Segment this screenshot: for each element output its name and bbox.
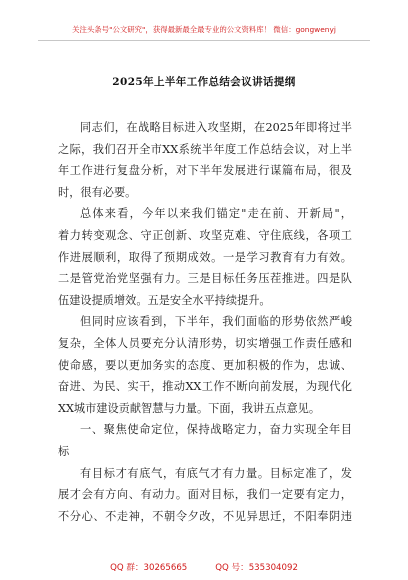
paragraph-line: 总体来看，今年以来我们锚定"走在前、开新局"，	[80, 207, 352, 221]
paragraph-line: 二是管党治党坚强有力。三是目标任务压茬推进。四是队	[58, 272, 352, 286]
document-body	[58, 117, 352, 527]
footer-contact	[0, 561, 408, 573]
paragraph-line: 展才会有方向、有动力。面对目标，我们一定要有定力，	[58, 488, 352, 502]
paragraph-line: 时，很有必要。	[58, 185, 137, 199]
header-banner: 关注头条号"公文研究"，获得最新最全最专业的公文资料库！ 微信：gongwenyj	[72, 25, 336, 34]
paragraph-line: 同志们，在战略目标进入攻坚期，在2025年即将过半	[80, 121, 352, 134]
paragraph-line: 之际，我们召开全市XX系统半年度工作总结会议，对上半	[58, 142, 352, 156]
paragraph-line: 但同时应该看到，下半年，我们面临的形势依然严峻	[80, 315, 352, 329]
paragraph-line: 不分心、不走神，不朝令夕改，不见异思迁，不阳奉阴违	[58, 509, 352, 523]
paragraph-goals	[58, 463, 352, 528]
heading-line: 一、聚焦使命定位，保持战略定力，奋力实现全年目	[80, 423, 352, 437]
paragraph-line: 年工作进行复盘分析，对下半年发展进行谋篇布局，很及	[58, 164, 352, 178]
header-divider	[38, 40, 370, 41]
paragraph-line: 复杂，全体人员要充分认清形势，切实增强工作责任感和	[58, 336, 352, 350]
footer-qq-group: QQ 群：30265665	[110, 563, 188, 573]
paragraph-opening	[58, 117, 352, 203]
section-heading-one	[58, 419, 352, 462]
paragraph-outlook	[58, 311, 352, 419]
paragraph-line: 奋进、为民、实干，推动XX工作不断向前发展，为现代化	[58, 380, 352, 394]
document-title: 2025年上半年工作总结会议讲话提纲	[112, 76, 296, 88]
paragraph-overview	[58, 203, 352, 311]
paragraph-line: 作进展顺利，取得了预期成效。一是学习教育有力有效。	[58, 250, 352, 264]
paragraph-line: 有目标才有底气，有底气才有力量。目标定准了，发	[80, 466, 352, 480]
footer-qq-number: QQ 号：535304092	[215, 563, 298, 573]
paragraph-line: XX城市建设贡献智慧与力量。下面，我讲五点意见。	[58, 401, 321, 415]
paragraph-line: 使命感，要以更加务实的态度、更加积极的作为，忠诚、	[58, 358, 352, 372]
heading-line: 标	[58, 444, 70, 458]
paragraph-line: 伍建设提质增效。五是安全水平持续提升。	[58, 293, 271, 307]
paragraph-line: 着力转变观念、守正创新、攻坚克难、守住底线，各项工	[58, 228, 352, 242]
